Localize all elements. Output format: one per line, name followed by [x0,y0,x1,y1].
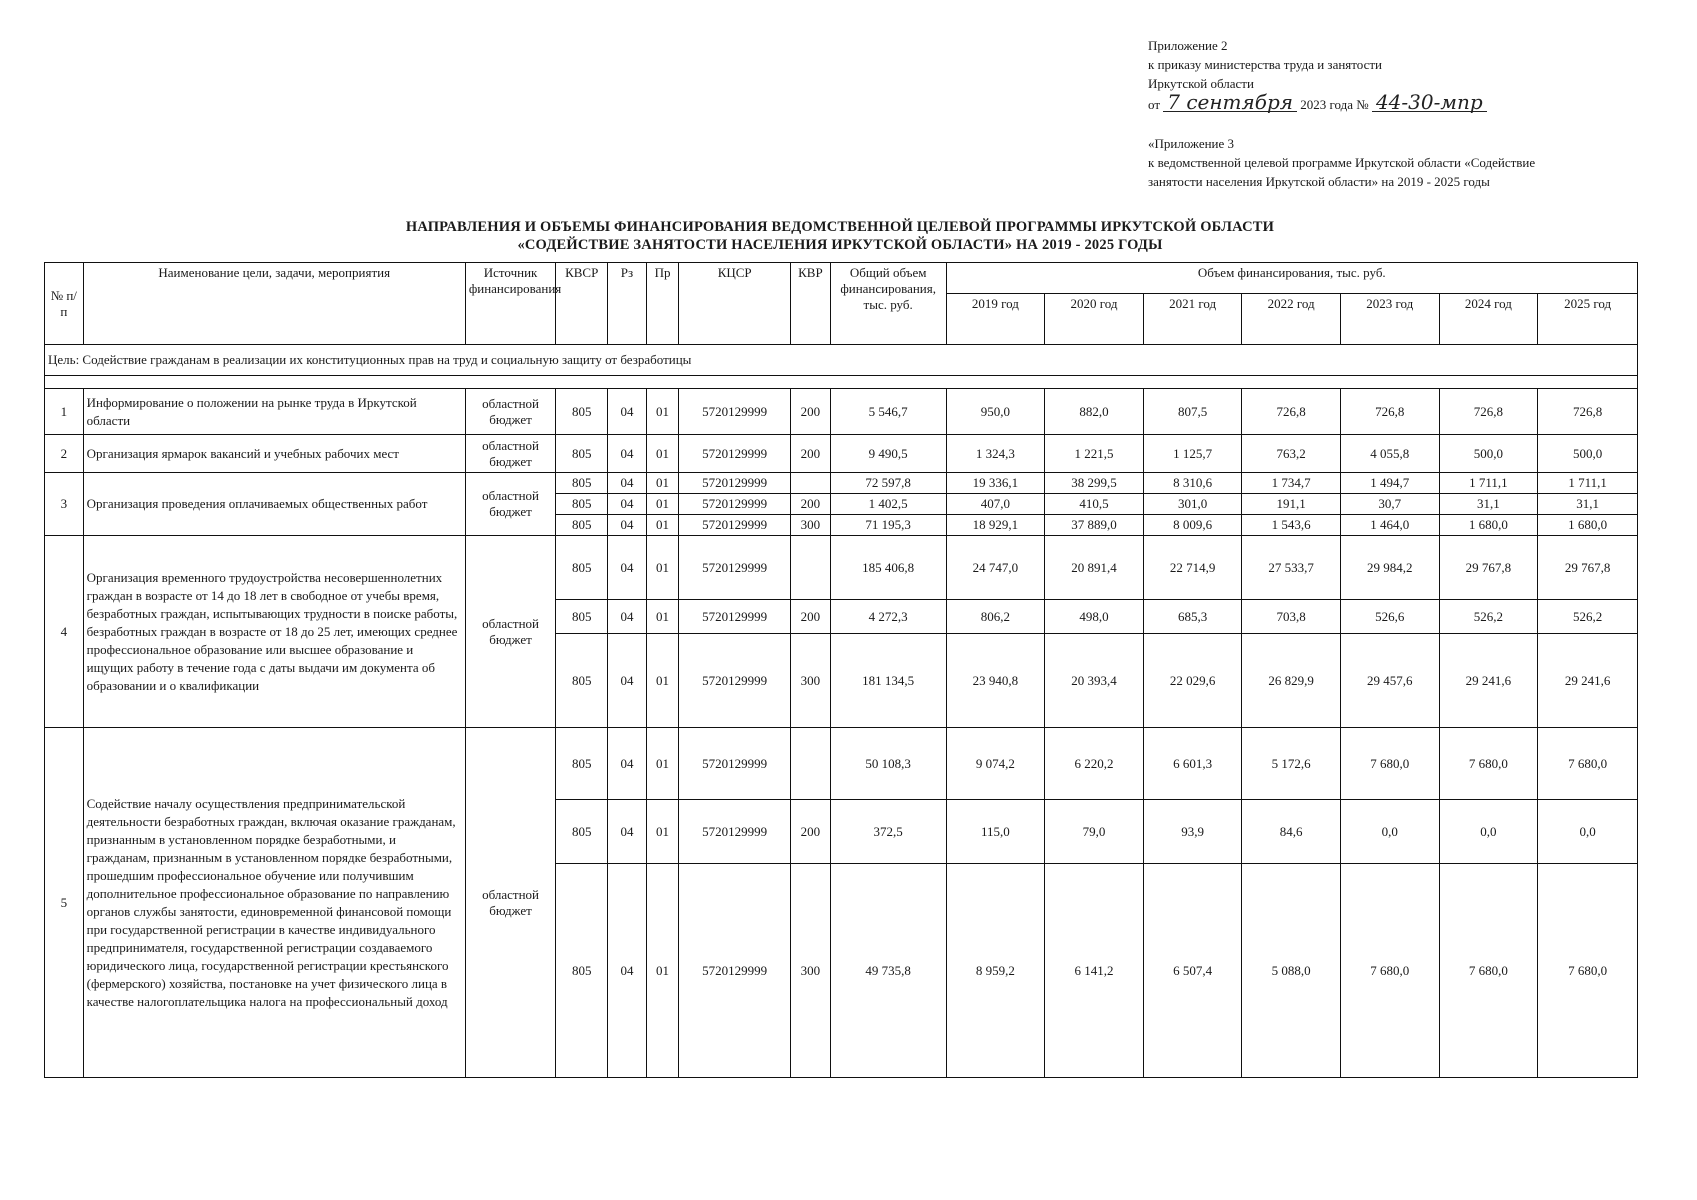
cell-kcsr: 5720129999 [679,435,791,473]
appendix3-line: занятости населения Иркутской области» на 2019 - 2025 годы [1148,174,1490,189]
cell-kvsr: 805 [556,494,608,515]
cell-year-value: 1 680,0 [1538,515,1638,536]
cell-rz: 04 [608,536,647,600]
cell-year-value: 726,8 [1439,389,1538,435]
cell-kvr: 200 [791,494,831,515]
appendix-date-line [1148,90,1668,114]
cell-kvsr: 805 [556,864,608,1078]
activity-number: 1 [45,389,84,435]
cell-rz: 04 [608,389,647,435]
cell-year-value: 29 984,2 [1340,536,1439,600]
title-line-1: НАПРАВЛЕНИЯ И ОБЪЕМЫ ФИНАНСИРОВАНИЯ ВЕДОМСТВЕННОЙ ЦЕЛЕВОЙ ПРОГРАММЫ ИРКУТСКОЙ ОБЛАСТИ [405,219,1275,235]
activity-name: Информирование о положении на рынке труда в Иркутской области [83,389,465,435]
cell-kvr: 200 [791,600,831,634]
appendix3-line: «Приложение 3 [1148,136,1235,151]
cell-rz: 04 [608,435,647,473]
cell-year-value: 950,0 [946,389,1045,435]
cell-kvsr: 805 [556,728,608,800]
cell-year-value: 526,2 [1538,600,1638,634]
cell-year-value: 8 310,6 [1143,473,1242,494]
cell-year-value: 29 457,6 [1340,634,1439,728]
table-row [45,389,1638,435]
appendix-line: Иркутской области [1148,76,1254,91]
activity-number: 5 [45,728,84,1078]
cell-rz: 04 [608,515,647,536]
cell-rz: 04 [608,634,647,728]
cell-year-value: 1 711,1 [1538,473,1638,494]
header-year: 2025 год [1538,294,1638,345]
cell-year-value: 29 767,8 [1439,536,1538,600]
cell-pr: 01 [646,536,679,600]
cell-kvr: 200 [791,800,831,864]
year-text: 2023 года № [1300,97,1369,112]
appendix-line: Приложение 2 [1148,38,1228,53]
header-pr: Пр [646,263,679,345]
handwritten-date: 7 сентября [1163,93,1297,112]
header-num: № п/п [45,263,84,345]
cell-rz: 04 [608,600,647,634]
cell-pr: 01 [646,600,679,634]
cell-kcsr: 5720129999 [679,389,791,435]
funding-source: областной бюджет [465,389,555,435]
cell-year-value: 8 959,2 [946,864,1045,1078]
header-year: 2023 год [1340,294,1439,345]
appendix-line: к приказу министерства труда и занятости [1148,57,1383,72]
header-name: Наименование цели, задачи, мероприятия [83,263,465,345]
cell-pr: 01 [646,515,679,536]
cell-year-value: 24 747,0 [946,536,1045,600]
header-kvsr: КВСР [556,263,608,345]
cell-rz: 04 [608,473,647,494]
spacer-cell [45,376,1638,389]
cell-kvr: 300 [791,515,831,536]
cell-kvsr: 805 [556,515,608,536]
cell-total: 50 108,3 [830,728,946,800]
cell-year-value: 526,6 [1340,600,1439,634]
cell-year-value: 7 680,0 [1538,864,1638,1078]
cell-year-value: 526,2 [1439,600,1538,634]
cell-year-value: 29 241,6 [1538,634,1638,728]
cell-year-value: 882,0 [1045,389,1144,435]
cell-kvr: 200 [791,389,831,435]
cell-kvr: 300 [791,864,831,1078]
cell-kcsr: 5720129999 [679,864,791,1078]
cell-year-value: 1 324,3 [946,435,1045,473]
cell-year-value: 806,2 [946,600,1045,634]
cell-year-value: 9 074,2 [946,728,1045,800]
header-rz: Рз [608,263,647,345]
cell-kvsr: 805 [556,473,608,494]
cell-kvsr: 805 [556,389,608,435]
cell-year-value: 703,8 [1242,600,1341,634]
cell-year-value: 79,0 [1045,800,1144,864]
cell-year-value: 6 220,2 [1045,728,1144,800]
cell-year-value: 20 393,4 [1045,634,1144,728]
cell-kcsr: 5720129999 [679,473,791,494]
cell-year-value: 191,1 [1242,494,1341,515]
cell-pr: 01 [646,494,679,515]
cell-kcsr: 5720129999 [679,515,791,536]
cell-pr: 01 [646,634,679,728]
activity-name: Организация временного трудоустройства несовершеннолетних граждан в возрасте от 14 до 18 лет в свободное от учебы время, безработных граждан, испытывающих трудности в поиске работы, безработных граждан в возрасте от 18 до 25 лет, имеющих среднее профессиональное образование или высшее образование и ищущих работу в течение года с даты выдачи им документа об образовании и о квалификации [83,536,465,728]
cell-total: 49 735,8 [830,864,946,1078]
cell-year-value: 8 009,6 [1143,515,1242,536]
cell-year-value: 7 680,0 [1439,864,1538,1078]
cell-year-value: 22 714,9 [1143,536,1242,600]
cell-year-value: 29 241,6 [1439,634,1538,728]
cell-year-value: 31,1 [1439,494,1538,515]
cell-year-value: 407,0 [946,494,1045,515]
cell-year-value: 410,5 [1045,494,1144,515]
cell-year-value: 1 494,7 [1340,473,1439,494]
cell-year-value: 1 543,6 [1242,515,1341,536]
cell-year-value: 27 533,7 [1242,536,1341,600]
goal-row [45,345,1638,376]
cell-year-value: 84,6 [1242,800,1341,864]
activity-number: 3 [45,473,84,536]
cell-year-value: 1 734,7 [1242,473,1341,494]
header-kcsr: КЦСР [679,263,791,345]
cell-year-value: 26 829,9 [1242,634,1341,728]
cell-year-value: 726,8 [1538,389,1638,435]
header-year: 2022 год [1242,294,1341,345]
cell-kvsr: 805 [556,536,608,600]
appendix3-line: к ведомственной целевой программе Иркутской области «Содействие [1148,155,1536,170]
cell-year-value: 18 929,1 [946,515,1045,536]
header-year: 2020 год [1045,294,1144,345]
cell-kcsr: 5720129999 [679,600,791,634]
cell-kvsr: 805 [556,435,608,473]
cell-rz: 04 [608,864,647,1078]
cell-year-value: 20 891,4 [1045,536,1144,600]
cell-pr: 01 [646,800,679,864]
cell-year-value: 7 680,0 [1538,728,1638,800]
header-year: 2024 год [1439,294,1538,345]
cell-year-value: 30,7 [1340,494,1439,515]
cell-kvr [791,536,831,600]
cell-year-value: 0,0 [1439,800,1538,864]
cell-rz: 04 [608,494,647,515]
cell-kvsr: 805 [556,634,608,728]
cell-year-value: 0,0 [1538,800,1638,864]
cell-total: 1 402,5 [830,494,946,515]
cell-rz: 04 [608,800,647,864]
cell-year-value: 19 336,1 [946,473,1045,494]
cell-pr: 01 [646,389,679,435]
cell-year-value: 500,0 [1538,435,1638,473]
cell-year-value: 726,8 [1242,389,1341,435]
appendix-2-header [1148,36,1668,114]
cell-year-value: 23 940,8 [946,634,1045,728]
cell-year-value: 1 711,1 [1439,473,1538,494]
cell-total: 72 597,8 [830,473,946,494]
cell-total: 181 134,5 [830,634,946,728]
cell-kcsr: 5720129999 [679,494,791,515]
cell-year-value: 500,0 [1439,435,1538,473]
cell-total: 4 272,3 [830,600,946,634]
activity-name: Организация ярмарок вакансий и учебных рабочих мест [83,435,465,473]
cell-year-value: 685,3 [1143,600,1242,634]
cell-year-value: 5 172,6 [1242,728,1341,800]
activity-name: Организация проведения оплачиваемых общественных работ [83,473,465,536]
header-total: Общий объем финансирования, тыс. руб. [830,263,946,345]
cell-year-value: 6 507,4 [1143,864,1242,1078]
cell-total: 372,5 [830,800,946,864]
cell-year-value: 38 299,5 [1045,473,1144,494]
cell-total: 5 546,7 [830,389,946,435]
cell-pr: 01 [646,728,679,800]
cell-year-value: 1 221,5 [1045,435,1144,473]
cell-kcsr: 5720129999 [679,536,791,600]
header-source: Источник финансирования [465,263,555,345]
cell-kcsr: 5720129999 [679,728,791,800]
cell-year-value: 301,0 [1143,494,1242,515]
cell-pr: 01 [646,864,679,1078]
spacer-row [45,376,1638,389]
activity-number: 4 [45,536,84,728]
cell-year-value: 31,1 [1538,494,1638,515]
funding-source: областной бюджет [465,435,555,473]
financing-table [44,262,1638,1078]
cell-year-value: 1 125,7 [1143,435,1242,473]
cell-year-value: 0,0 [1340,800,1439,864]
cell-year-value: 7 680,0 [1340,728,1439,800]
cell-year-value: 93,9 [1143,800,1242,864]
header-kvr: КВР [791,263,831,345]
cell-year-value: 498,0 [1045,600,1144,634]
cell-year-value: 726,8 [1340,389,1439,435]
cell-kvr: 300 [791,634,831,728]
handwritten-number: 44-30-мпр [1372,93,1487,112]
header-year: 2021 год [1143,294,1242,345]
cell-total: 71 195,3 [830,515,946,536]
table-row [45,435,1638,473]
cell-total: 9 490,5 [830,435,946,473]
title-line-2: «СОДЕЙСТВИЕ ЗАНЯТОСТИ НАСЕЛЕНИЯ ИРКУТСКОЙ ОБЛАСТИ» НА 2019 - 2025 ГОДЫ [517,237,1163,253]
cell-year-value: 5 088,0 [1242,864,1341,1078]
cell-kvsr: 805 [556,600,608,634]
activity-name: Содействие началу осуществления предпринимательской деятельности безработных граждан, включая оказание гражданам, признанным в установленном порядке безработными, и гражданам, признанным в установленном порядке безработными, прошедшим профессиональное обучение или получившим дополнительное профессиональное образование по направлению органов службы занятости, единовременной финансовой помощи при государственной регистрации в качестве индивидуального предпринимателя, государственной регистрации создаваемого юридического лица, государственной регистрации крестьянского (фермерского) хозяйства, постановке на учет физического лица в качестве налогоплательщика налога на профессиональный доход [83,728,465,1078]
cell-year-value: 1 464,0 [1340,515,1439,536]
table-row [45,728,1638,800]
table-row [45,536,1638,600]
cell-rz: 04 [608,728,647,800]
cell-year-value: 6 601,3 [1143,728,1242,800]
cell-kvsr: 805 [556,800,608,864]
header-year: 2019 год [946,294,1045,345]
date-prefix: от [1148,97,1161,112]
cell-kvr: 200 [791,435,831,473]
cell-pr: 01 [646,473,679,494]
funding-source: областной бюджет [465,536,555,728]
document-title [300,218,1380,254]
cell-total: 185 406,8 [830,536,946,600]
cell-year-value: 22 029,6 [1143,634,1242,728]
cell-year-value: 4 055,8 [1340,435,1439,473]
cell-year-value: 29 767,8 [1538,536,1638,600]
funding-source: областной бюджет [465,473,555,536]
funding-source: областной бюджет [465,728,555,1078]
cell-kvr [791,473,831,494]
appendix-3-header [1148,134,1668,191]
header-volume: Объем финансирования, тыс. руб. [946,263,1637,294]
cell-year-value: 115,0 [946,800,1045,864]
cell-year-value: 7 680,0 [1439,728,1538,800]
cell-kcsr: 5720129999 [679,634,791,728]
cell-kvr [791,728,831,800]
goal-text: Цель: Содействие гражданам в реализации их конституционных прав на труд и социальную защиту от безработицы [45,345,1638,376]
cell-pr: 01 [646,435,679,473]
table-row [45,473,1638,494]
cell-year-value: 6 141,2 [1045,864,1144,1078]
cell-year-value: 1 680,0 [1439,515,1538,536]
cell-year-value: 807,5 [1143,389,1242,435]
cell-year-value: 7 680,0 [1340,864,1439,1078]
cell-year-value: 763,2 [1242,435,1341,473]
activity-number: 2 [45,435,84,473]
cell-year-value: 37 889,0 [1045,515,1144,536]
cell-kcsr: 5720129999 [679,800,791,864]
